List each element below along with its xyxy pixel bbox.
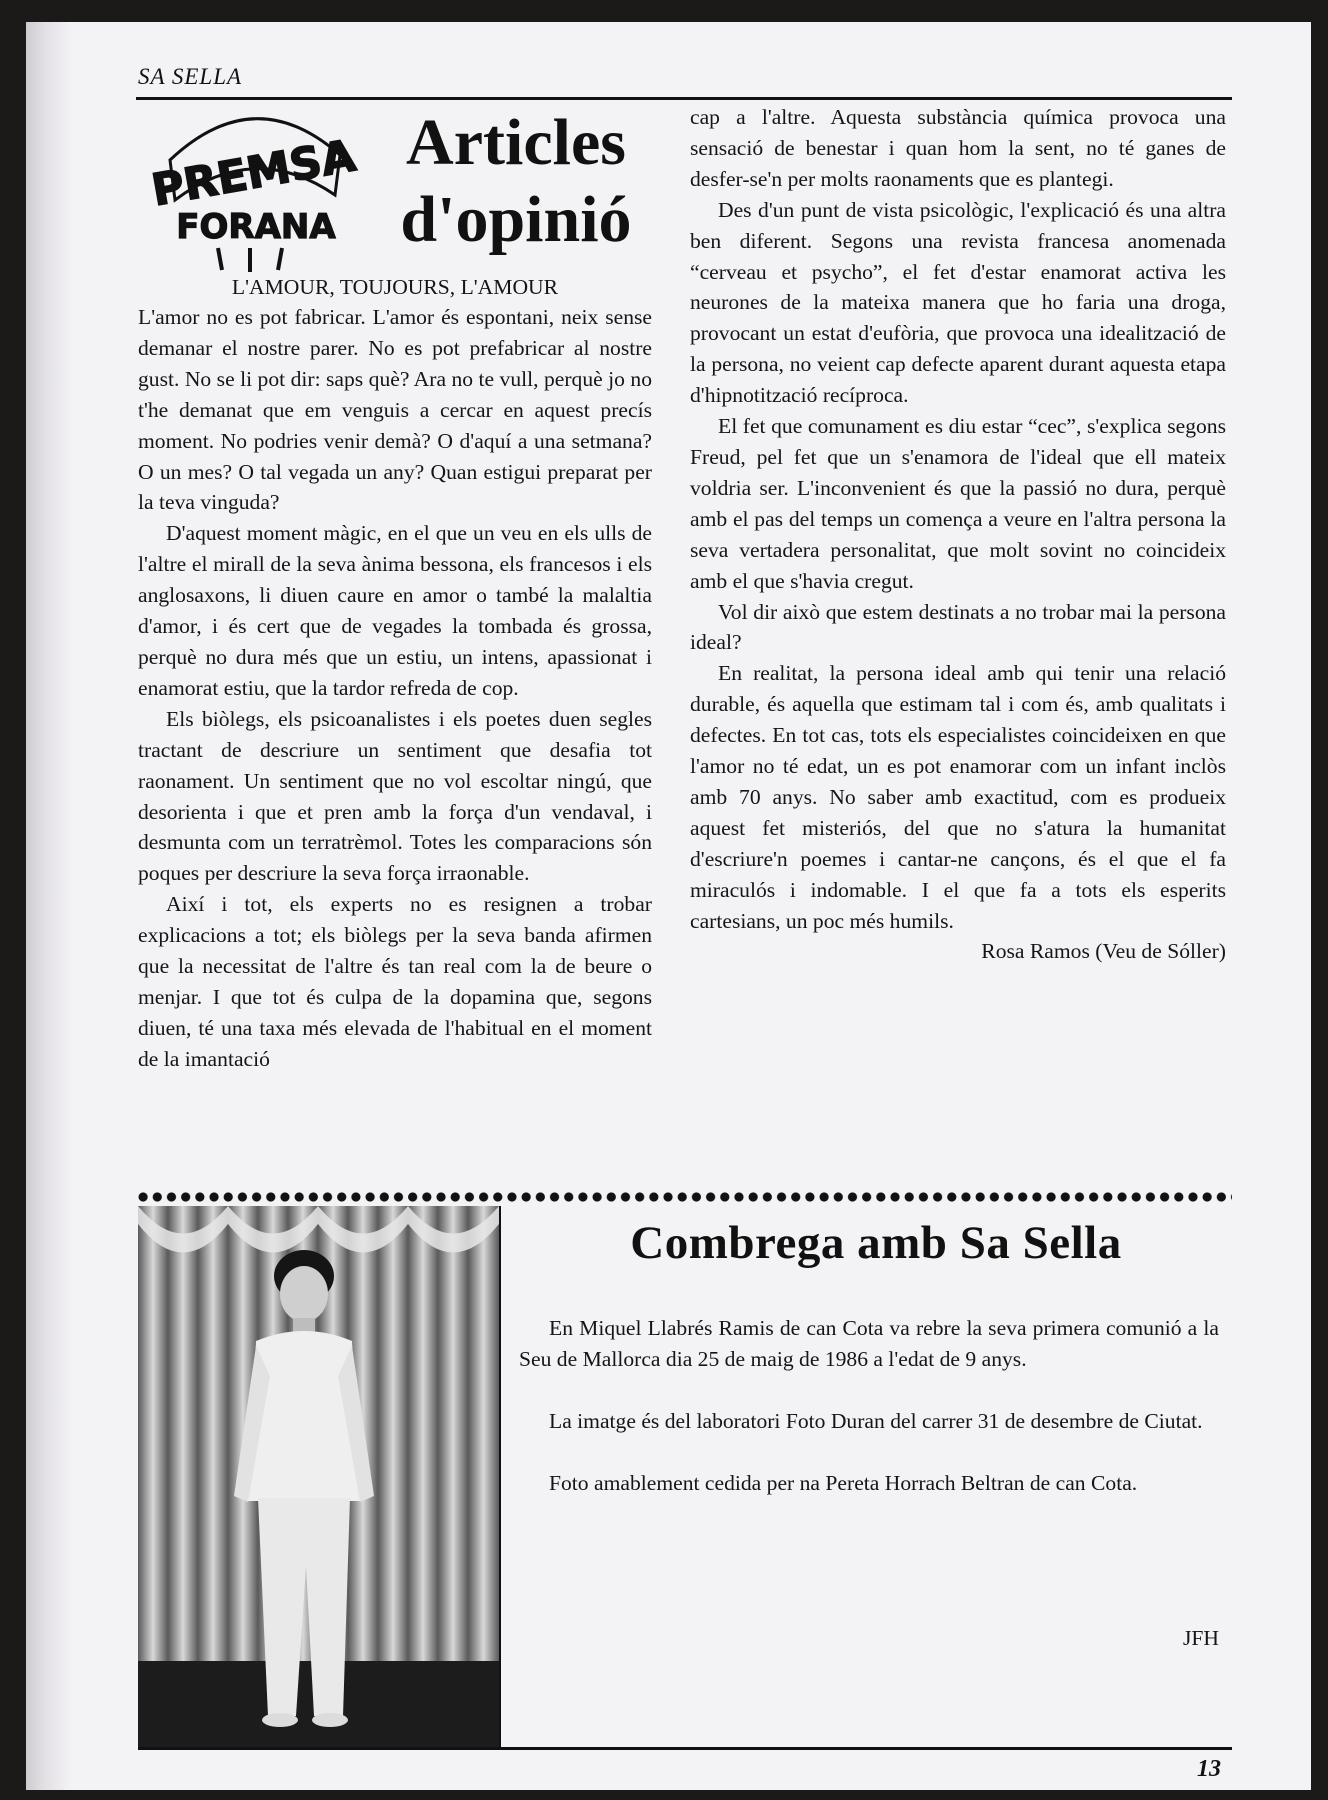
logo-graphic [147, 100, 360, 276]
article-right-column [690, 102, 1226, 967]
article-paragraph: L'amor no es pot fabricar. L'amor és espontani, neix sense demanar el nostre parer. No es pot prefabricar al nostre gust. No se li pot dir: saps què? Ara no te vull, perquè jo no t'he demanat que em venguis a cercar en aquest precís moment. No podries venir demà? O d'aquí a una setmana? O un mes? O tal vegada un any? Quan estigui preparat per la teva vinguda? [138, 305, 652, 515]
communion-text [519, 1313, 1219, 1530]
communion-paragraph: Foto amablement cedida per na Pereta Horrach Beltran de can Cota. [549, 1471, 1138, 1495]
article-paragraph: El fet que comunament es diu estar “cec”, s'explica segons Freud, pel fet que un s'enamora de l'ideal que ell mateix voldria ser. L'inconvenient és que la passió no dura, perquè amb el pas del temps un comença a veure en l'altra persona la seva vertadera personalitat, que molt sovint no coincideix amb el que s'havia cregut. [690, 414, 1226, 593]
page-number: 13 [1197, 1756, 1221, 1782]
communion-paragraph: En Miquel Llabrés Ramis de can Cota va rebre la seva primera comunió a la Seu de Mallorca dia 25 de maig de 1986 a l'edat de 9 anys. [519, 1316, 1219, 1371]
communion-paragraph: La imatge és del laboratori Foto Duran del carrer 31 de desembre de Ciutat. [549, 1409, 1203, 1433]
article-paragraph: Vol dir això que estem destinats a no trobar mai la persona ideal? [690, 599, 1226, 655]
article-left-column [138, 272, 652, 1075]
premsa-forana-logo [147, 100, 360, 276]
logo-line2: FORANA [176, 207, 336, 247]
article-paragraph: Des d'un punt de vista psicològic, l'explicació és una altra ben diferent. Segons una revista francesa anomenada “cerveau et psycho”, el fet d'estar enamorat activa les neurones de la mateixa manera que ho faria una droga, provocant un estat d'eufòria, que provoca una idealització de la persona, no veient cap defecte aparent durant aquesta etapa d'hipnotització recíproca. [690, 197, 1226, 408]
article-signature: Rosa Ramos (Veu de Sóller) [981, 939, 1226, 964]
communion-photo [138, 1206, 499, 1748]
article-paragraph: Els biòlegs, els psicoanalistes i els poetes duen segles tractant de descriure un sentiment que desafia tot raonament. Un sentiment que no vol escoltar ningú, que desorienta i que et pren amb la força d'un vendaval, i desmunta com un terratrèmol. Totes les comparacions són poques per descriure la seva força irraonable. [138, 706, 652, 886]
page-gutter [26, 22, 72, 1790]
article-title [386, 104, 646, 258]
magazine-page [26, 22, 1311, 1790]
article-paragraph: Així i tot, els experts no es resignen a trobar explicacions a tot; els biòlegs per la seva banda afirmen que la necessitat de l'altre és tan real com la de beure o menjar. I que tot és culpa de la dopamina que, segons diuen, té una taxa més elevada de l'habitual en el moment de la imantació [138, 892, 652, 1071]
article-subtitle: L'AMOUR, TOUJOURS, L'AMOUR [231, 275, 559, 299]
footer-rule [138, 1747, 1232, 1750]
article-title-line2: d'opinió [400, 183, 632, 256]
communion-title: Combrega amb Sa Sella [630, 1217, 1122, 1269]
dotted-separator [136, 1190, 1232, 1204]
logo-line1: PREMSA [147, 130, 360, 217]
magazine-header: SA SELLA [138, 64, 243, 89]
article-title-line1: Articles [406, 106, 626, 179]
photo-side-rule [499, 1206, 501, 1748]
article-paragraph: cap a l'altre. Aquesta substància química provoca una sensació de benestar i quan hom la sent, no té ganes de desfer-se'n per molts raonaments que es plantegi. [690, 105, 1226, 191]
article-paragraph: D'aquest moment màgic, en el que un veu en els ulls de l'altre el mirall de la seva ànima bessona, els francesos i els anglosaxons, li diuen caure en amor o també la malaltia d'amor, i és cert que de vegades la tombada és grossa, perquè no dura més que un estiu, un intens, apassionat i enamorat estiu, que la tardor refreda de cop. [138, 521, 652, 700]
article-paragraph: En realitat, la persona ideal amb qui tenir una relació durable, és aquella que estimam tal i com és, amb qualitats i defectes. En tot cas, tots els especialistes coincideixen en que l'amor no té edat, un es pot enamorar com un infant inclòs amb 70 anys. No saber amb exactitud, com es produeix aquest fet misteriós, del que no s'atura la humanitat d'escriure'n poemes i cantar-ne cançons, és el que el fa miraculós i indomable. I el que fa a tots els esperits cartesians, un poc més humils. [690, 661, 1226, 933]
communion-signature: JFH [1182, 1626, 1219, 1650]
communion-photo-graphic [138, 1206, 499, 1748]
